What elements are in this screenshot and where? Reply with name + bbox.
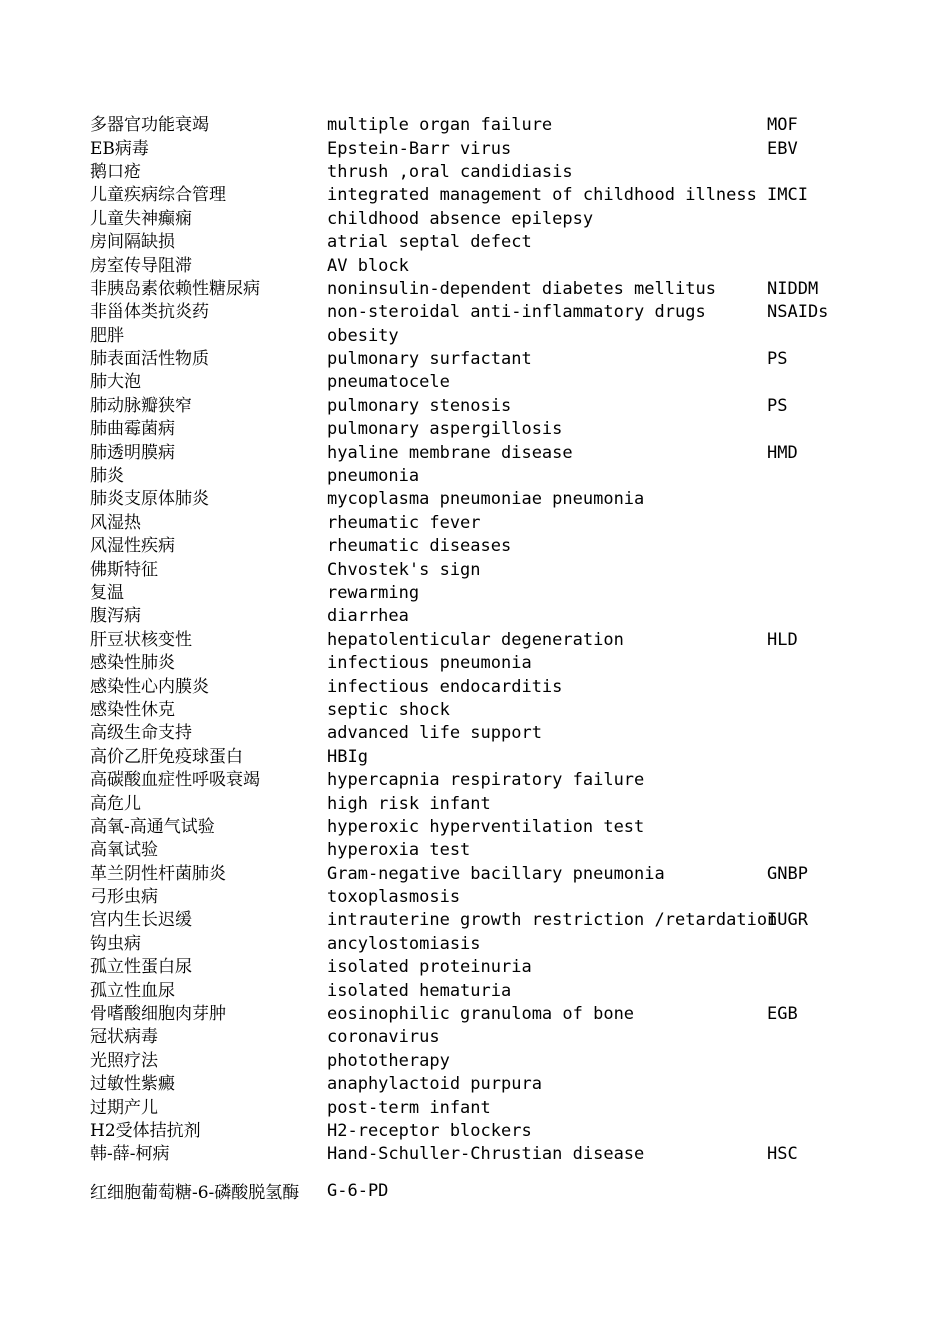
english-term: integrated management of childhood illness [327,185,757,206]
english-term: mycoplasma pneumoniae pneumonia [327,489,645,510]
abbreviation [767,325,870,348]
abbreviation: IUGR [767,910,808,931]
abbreviation [767,699,870,722]
table-row [90,371,870,394]
table-row [90,699,870,722]
chinese-term: 高级生命支持 [90,723,192,744]
abbreviation: HMD [767,442,798,463]
abbreviation: NSAIDs [767,302,829,323]
table-row [90,933,870,956]
abbreviation [767,418,870,441]
table-row [90,839,870,862]
chinese-term: 多器官功能衰竭 [90,115,209,136]
abbreviation [767,208,870,231]
chinese-term: 高氧-高通气试验 [90,816,215,837]
abbreviation [767,886,870,909]
chinese-term: 儿童疾病综合管理 [90,185,226,206]
english-term: high risk infant [327,793,491,814]
english-term: noninsulin-dependent diabetes mellitus [327,278,716,299]
chinese-term: 房间隔缺损 [90,232,175,253]
english-term: AV block [327,255,409,276]
chinese-term: 革兰阴性杆菌肺炎 [90,863,226,884]
table-row [90,535,870,558]
abbreviation [767,582,870,605]
table-row [90,465,870,488]
abbreviation: IMCI [767,185,808,206]
table-row [90,582,870,605]
chinese-term: 过期产儿 [90,1097,158,1118]
english-term: H2-receptor blockers [327,1120,532,1141]
table-row [90,909,870,932]
abbreviation: NIDDM [767,278,819,299]
table-row [90,722,870,745]
chinese-term: 弓形虫病 [90,887,158,908]
table-row [90,769,870,792]
english-term: post-term infant [327,1097,491,1118]
table-row [90,512,870,535]
table-row [90,1096,870,1119]
chinese-term: 高危儿 [90,793,141,814]
abbreviation [767,769,870,792]
table-row [90,979,870,1002]
abbreviation [767,979,870,1002]
table-row [90,301,870,324]
abbreviation: HSC [767,1144,798,1165]
chinese-term: 高价乙肝免疫球蛋白 [90,746,243,767]
table-row [90,325,870,348]
table-row [90,629,870,652]
chinese-term: 肝豆状核变性 [90,629,192,650]
chinese-term: 肺曲霉菌病 [90,419,175,440]
table-row [90,792,870,815]
english-term: obesity [327,325,399,346]
table-row [90,348,870,371]
english-term: HBIg [327,746,368,767]
chinese-term: 韩-薛-柯病 [90,1144,170,1165]
english-term: coronavirus [327,1027,440,1048]
chinese-term: 肺动脉瓣狭窄 [90,395,192,416]
table-row [90,254,870,277]
chinese-term: 孤立性蛋白尿 [90,957,192,978]
table-row [90,161,870,184]
chinese-term: 非甾体类抗炎药 [90,302,209,323]
english-term: Hand-Schuller-Chrustian disease [327,1144,645,1165]
chinese-term: 复温 [90,583,124,603]
abbreviation: GNBP [767,863,808,884]
chinese-term: 非胰岛素依赖性糖尿病 [90,278,260,299]
english-term: thrush ,oral candidiasis [327,161,573,182]
chinese-term: 风湿热 [90,512,141,533]
chinese-term: 冠状病毒 [90,1027,158,1048]
table-row [90,184,870,207]
english-term: multiple organ failure [327,115,553,136]
english-term: anaphylactoid purpura [327,1074,542,1095]
table-row [90,558,870,581]
table-row [90,746,870,769]
abbreviation [767,605,870,628]
english-term: infectious pneumonia [327,653,532,674]
abbreviation: HLD [767,629,798,650]
table-row [90,1026,870,1049]
chinese-term: 过敏性紫癜 [90,1074,175,1095]
english-term: isolated proteinuria [327,957,532,978]
abbreviation [767,1026,870,1049]
english-term: hyaline membrane disease [327,442,573,463]
abbreviation [767,254,870,277]
abbreviation: EBV [767,138,798,159]
abbreviation: PS [767,395,788,416]
english-term: septic shock [327,699,450,720]
english-term: hypercapnia respiratory failure [327,770,645,791]
english-term: eosinophilic granuloma of bone [327,1004,635,1025]
chinese-term: 腹泻病 [90,606,141,627]
english-term: childhood absence epilepsy [327,208,594,229]
abbreviation [767,746,870,769]
abbreviation: MOF [767,115,798,136]
english-term: ancylostomiasis [327,933,481,954]
english-term: diarrhea [327,606,409,627]
english-term: G-6-PD [327,1181,389,1202]
abbreviation [767,1050,870,1073]
chinese-term: 钩虫病 [90,933,141,954]
chinese-term: 鹅口疮 [90,161,141,182]
chinese-term: 房室传导阻滞 [90,255,192,276]
abbreviation [767,161,870,184]
abbreviation [767,722,870,745]
english-term: pulmonary aspergillosis [327,419,563,440]
table-row [90,418,870,441]
abbreviation [767,512,870,535]
abbreviation [767,535,870,558]
table-row [90,1050,870,1073]
abbreviation [767,488,870,511]
abbreviation [767,1167,870,1217]
abbreviation [767,1120,870,1143]
english-term: advanced life support [327,723,542,744]
abbreviation [767,839,870,862]
chinese-term: 肺炎 [90,466,124,487]
table-row [90,886,870,909]
english-term: hyperoxic hyperventilation test [327,816,645,837]
chinese-term: 红细胞葡萄糖-6-磷酸脱氢酶 [90,1182,300,1203]
chinese-term: 肺表面活性物质 [90,349,209,370]
chinese-term: 宫内生长迟缓 [90,910,192,931]
table-row [90,441,870,464]
abbreviation [767,1073,870,1096]
english-term: rewarming [327,583,420,603]
abbreviation: EGB [767,1004,798,1025]
abbreviation [767,675,870,698]
table-row [90,1073,870,1096]
table-row [90,395,870,418]
table-row [90,1143,870,1166]
chinese-term: 肺大泡 [90,372,141,393]
abbreviation [767,231,870,254]
abbreviation [767,558,870,581]
abbreviation [767,956,870,979]
english-term: rheumatic diseases [327,536,512,557]
table-row [90,652,870,675]
chinese-term: 感染性肺炎 [90,653,175,674]
english-term: atrial septal defect [327,232,532,253]
english-term: intrauterine growth restriction /retardation [327,910,778,931]
table-row [90,1003,870,1026]
chinese-term: H2受体拮抗剂 [90,1120,201,1141]
chinese-term: 肺炎支原体肺炎 [90,489,209,510]
table-row [90,1120,870,1143]
english-term: pneumonia [327,466,420,487]
chinese-term: 肺透明膜病 [90,442,175,463]
english-term: pulmonary stenosis [327,395,512,416]
english-term: hepatolenticular degeneration [327,629,624,650]
english-term: isolated hematuria [327,980,512,1001]
table-row [90,278,870,301]
glossary-table [90,114,870,1217]
english-term: Epstein-Barr virus [327,138,512,159]
chinese-term: 高氧试验 [90,840,158,861]
english-term: non-steroidal anti-inflammatory drugs [327,302,706,323]
chinese-term: 肥胖 [90,325,124,346]
english-term: hyperoxia test [327,840,471,861]
english-term: Gram-negative bacillary pneumonia [327,863,665,884]
chinese-term: 高碳酸血症性呼吸衰竭 [90,770,260,791]
abbreviation [767,792,870,815]
table-row [90,816,870,839]
abbreviation [767,652,870,675]
table-row [90,863,870,886]
glossary-body [90,114,870,1217]
chinese-term: EB病毒 [90,138,149,159]
chinese-term: 感染性心内膜炎 [90,676,209,697]
english-term: rheumatic fever [327,512,481,533]
table-row [90,605,870,628]
table-row [90,114,870,137]
table-row [90,208,870,231]
chinese-term: 儿童失神癫痫 [90,208,192,229]
english-term: pulmonary surfactant [327,349,532,370]
abbreviation [767,371,870,394]
abbreviation [767,933,870,956]
english-term: phototherapy [327,1050,450,1071]
abbreviation: PS [767,349,788,370]
table-row [90,675,870,698]
chinese-term: 光照疗法 [90,1050,158,1071]
table-row [90,1167,870,1217]
english-term: infectious endocarditis [327,676,563,697]
chinese-term: 骨嗜酸细胞肉芽肿 [90,1004,226,1025]
chinese-term: 感染性休克 [90,699,175,720]
english-term: toxoplasmosis [327,887,461,908]
table-row [90,231,870,254]
table-row [90,956,870,979]
abbreviation [767,1096,870,1119]
chinese-term: 佛斯特征 [90,559,158,580]
table-row [90,488,870,511]
chinese-term: 孤立性血尿 [90,980,175,1001]
chinese-term: 风湿性疾病 [90,536,175,557]
table-row [90,137,870,160]
abbreviation [767,816,870,839]
english-term: Chvostek's sign [327,559,481,580]
english-term: pneumatocele [327,372,450,393]
abbreviation [767,465,870,488]
